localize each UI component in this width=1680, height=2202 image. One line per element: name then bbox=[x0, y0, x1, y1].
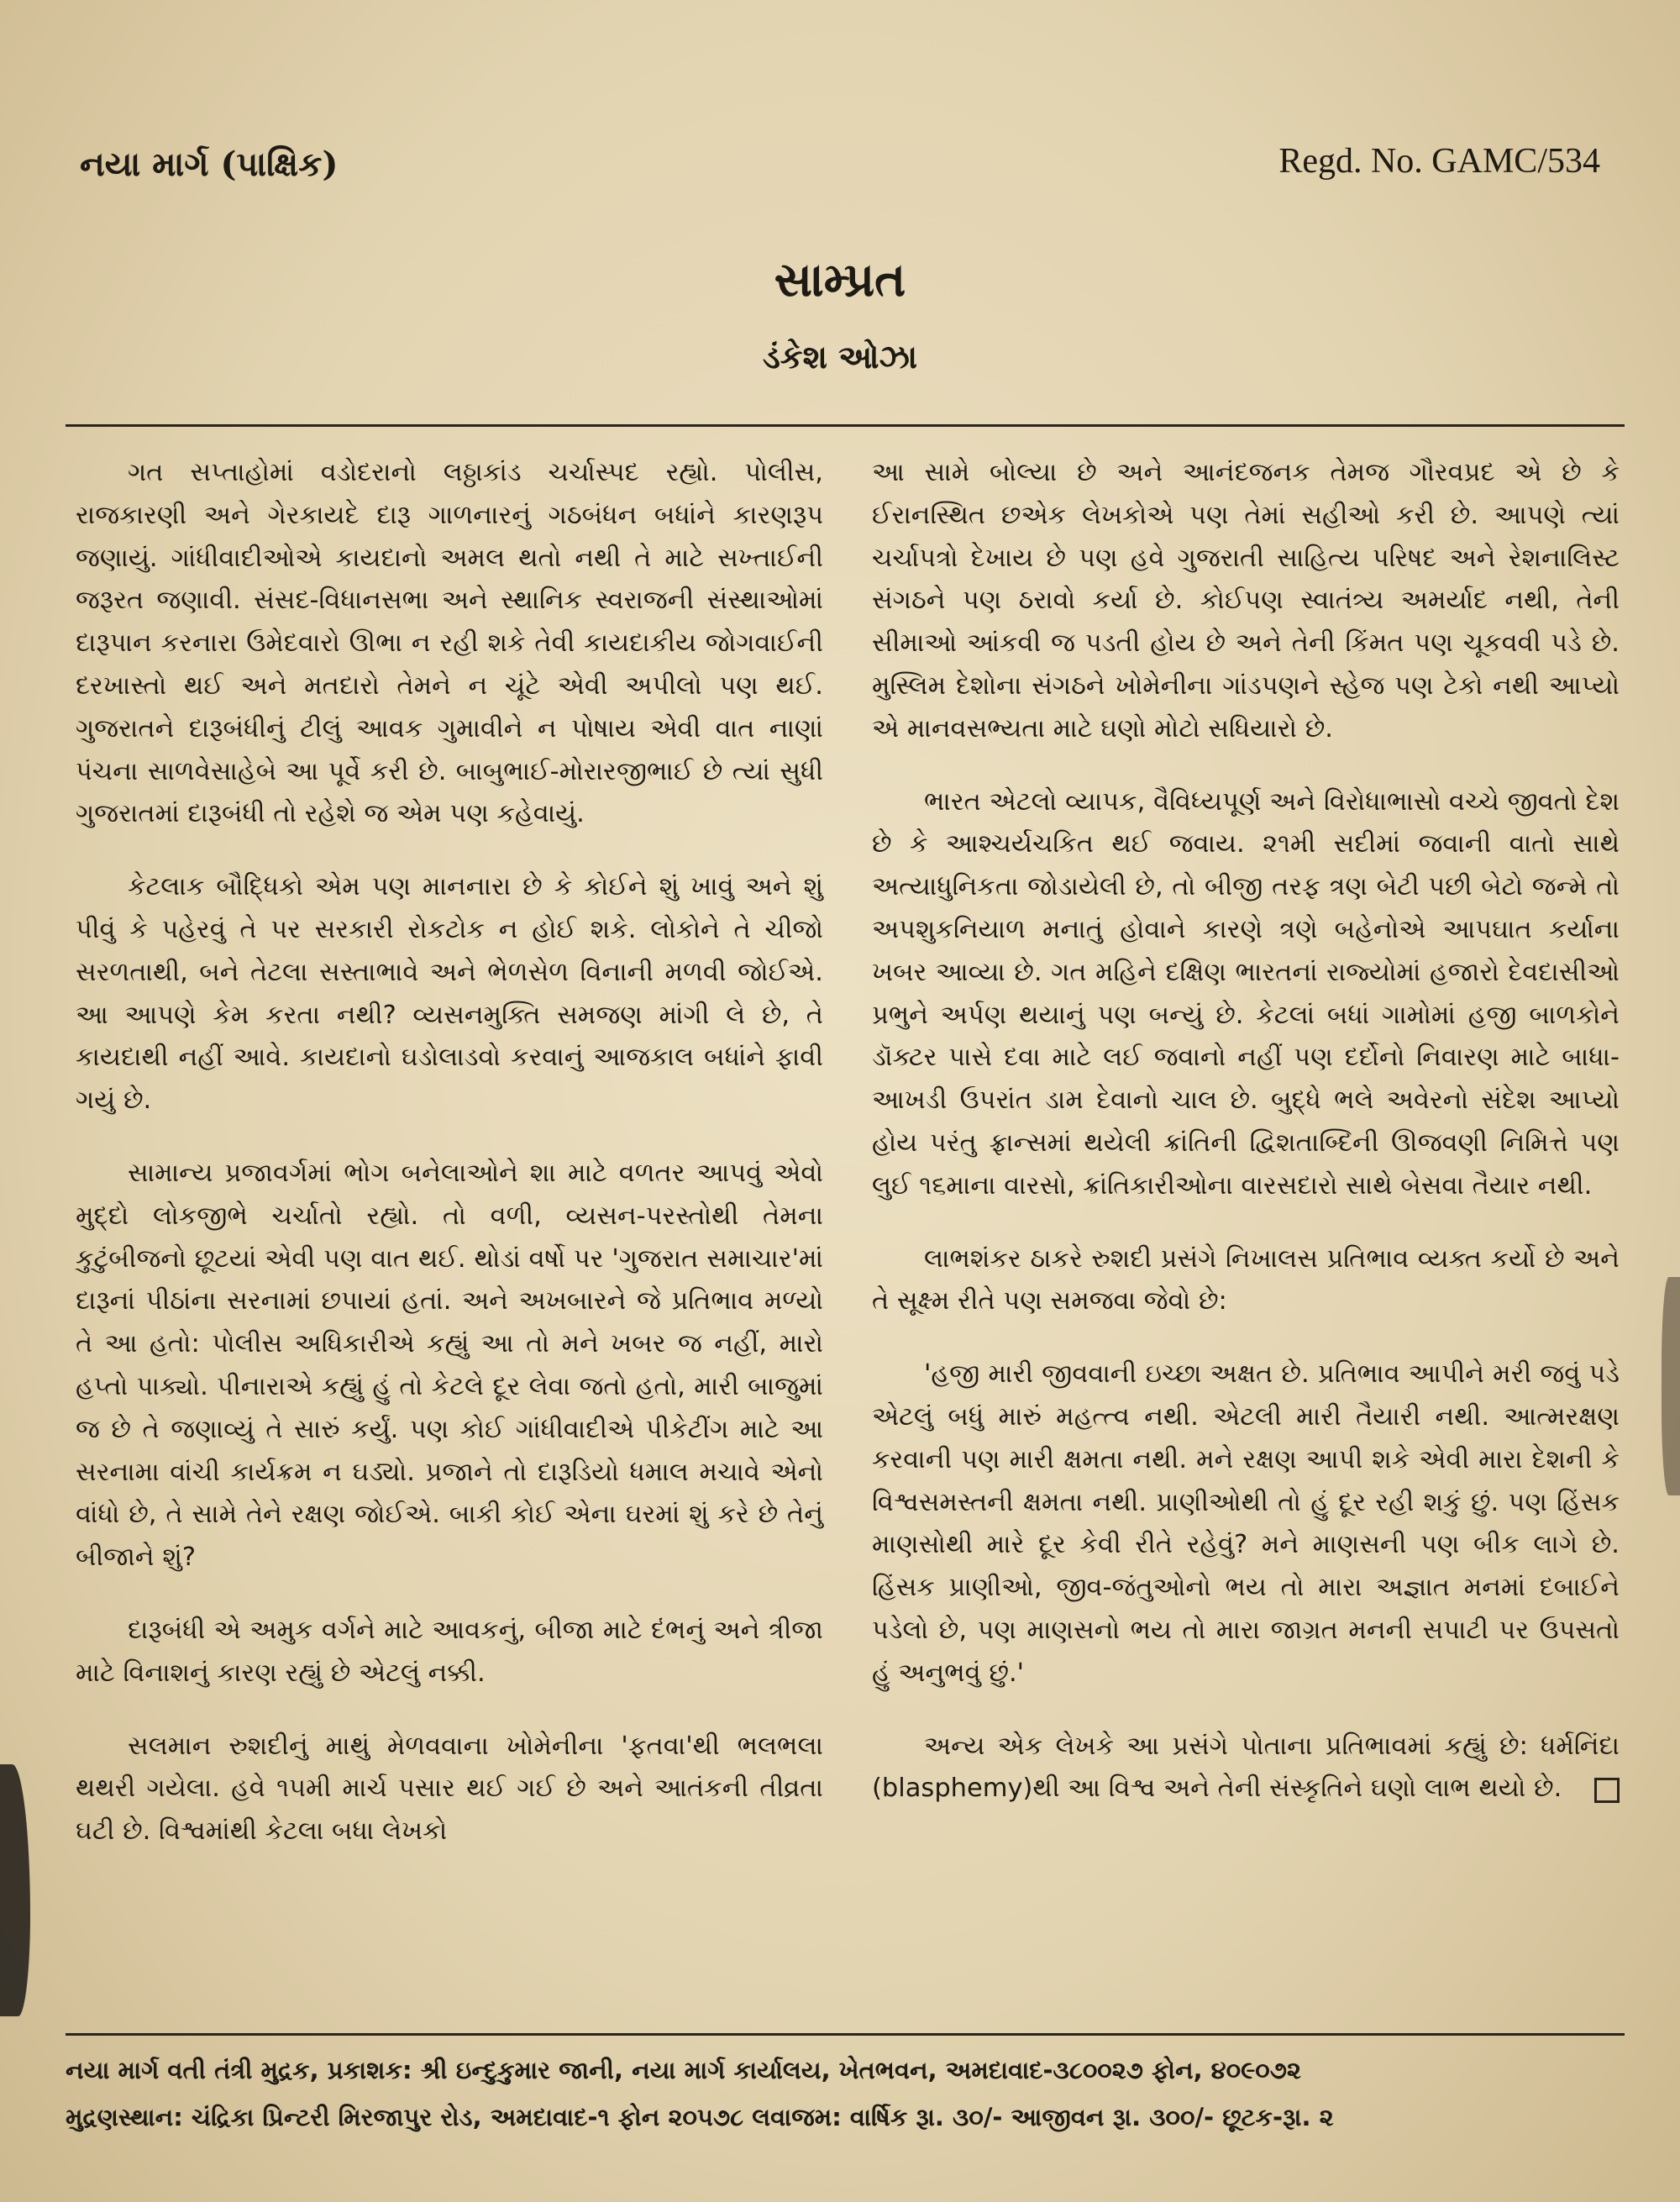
left-column bbox=[76, 452, 823, 1884]
top-divider bbox=[66, 424, 1625, 427]
paragraph: સામાન્ય પ્રજાવર્ગમાં ભોગ બનેલાઓને શા માટે વળતર આપવું એવો મુદ્દો લોકજીભે ચર્ચાતો રહ્યો. તો વળી, વ્યસન-પરસ્તોથી તેમના કુટુંબીજનો છૂટયાં એવી પણ વાત થઈ. થોડાં વર્ષો પર 'ગુજરાત સમાચાર'માં દારૂનાં પીઠાંના સરનામાં છપાયાં હતાં. અને અખબારને જે પ્રતિભાવ મળ્યો તે આ હતો: પોલીસ અધિકારીએ કહ્યું આ તો મને ખબર જ નહીં, મારો હપ્તો પાક્યો. પીનારાએ કહ્યું હું તો કેટલે દૂર લેવા જતો હતો, મારી બાજુમાં જ છે તે જણાવ્યું તે સારું કર્યું. પણ કોઈ ગાંધીવાદીએ પીકેટીંગ માટે આ સરનામા વાંચી કાર્યક્રમ ન ઘડ્યો. પ્રજાને તો દારૂડિયો ધમાલ મચાવે એનો વાંધો છે, તે સામે તેને રક્ષણ જોઈએ. બાકી કોઈ એના ઘરમાં શું કરે છે તેનું બીજાને શું? bbox=[76, 1158, 823, 1573]
end-mark-icon bbox=[1594, 1778, 1620, 1803]
paragraph: સલમાન રુશદીનું માથું મેળવવાના ખોમેનીના 'ફતવા'થી ભલભલા થથરી ગયેલા. હવે ૧૫મી માર્ચ પસાર થઈ ગઈ છે અને આતંકની તીવ્રતા ઘટી છે. વિશ્વમાંથી કેટલા બધા લેખકો bbox=[76, 1731, 823, 1847]
paragraph: ગત સપ્તાહોમાં વડોદરાનો લઠ્ઠાકાંડ ચર્ચાસ્પદ રહ્યો. પોલીસ, રાજકારણી અને ગેરકાયદે દારૂ ગાળનારનું ગઠબંધન બધાંને કારણરૂપ જણાયું. ગાંધીવાદીઓએ કાયદાનો અમલ થતો નથી તે માટે સખ્તાઈની જરૂરત જણાવી. સંસદ-વિધાનસભા અને સ્થાનિક સ્વરાજની સંસ્થાઓમાં દારૂપાન કરનારા ઉમેદવારો ઊભા ન રહી શકે તેવી કાયદાકીય જોગવાઈની દરખાસ્તો થઈ અને મતદારો તેમને ન ચૂંટે એવી અપીલો પણ થઈ. ગુજરાતને દારૂબંધીનું ટીલું આવક ગુમાવીને ન પોષાય એવી વાત નાણાં પંચના સાળવેસાહેબે આ પૂર્વે કરી છે. બાબુભાઈ-મોરારજીભાઈ છે ત્યાં સુધી ગુજરાતમાં દારૂબંધી તો રહેશે જ એમ પણ કહેવાયું. bbox=[76, 458, 823, 829]
paragraph-continued: આ સામે બોલ્યા છે અને આનંદજનક તેમજ ગૌરવપ્રદ એ છે કે ઈરાનસ્થિત છએક લેખકોએ પણ તેમાં સહીઓ કરી છે. આપણે ત્યાં ચર્ચાપત્રો દેખાય છે પણ હવે ગુજરાતી સાહિત્ય પરિષદ અને રેશનાલિસ્ટ સંગઠને પણ ઠરાવો કર્યા છે. કોઈપણ સ્વાતંત્ર્ય અમર્યાદ નથી, તેની સીમાઓ આંકવી જ પડતી હોય છે અને તેની કિંમત પણ ચૂકવવી પડે છે. મુસ્લિમ દેશોના સંગઠને ખોમેનીના ગાંડપણને સ્હેજ પણ ટેકો નથી આપ્યો એ માનવસભ્યતા માટે ઘણો મોટો સધિયારો છે. bbox=[872, 458, 1620, 744]
paragraph: ભારત એટલો વ્યાપક, વૈવિધ્યપૂર્ણ અને વિરોધાભાસો વચ્ચે જીવતો દેશ છે કે આશ્ચર્યચકિત થઈ જવાય. ૨૧મી સદીમાં જવાની વાતો સાથે અત્યાધુનિકતા જોડાયેલી છે, તો બીજી તરફ ત્રણ બેટી પછી બેટો જન્મે તો અપશુકનિયાળ મનાતું હોવાને કારણે ત્રણે બહેનોએ આપઘાત કર્યાના ખબર આવ્યા છે. ગત મહિને દક્ષિણ ભારતનાં રાજ્યોમાં હજારો દેવદાસીઓ પ્રભુને અર્પણ થયાનું પણ બન્યું છે. કેટલાં બધાં ગામોમાં હજી બાળકોને ડૉક્ટર પાસે દવા માટે લઈ જવાનો નહીં પણ દર્દોનો નિવારણ માટે બાધા-આખડી ઉપરાંત ડામ દેવાનો ચાલ છે. બુદ્ધે ભલે અવેરનો સંદેશ આપ્યો હોય પરંતુ ફ્રાન્સમાં થયેલી ક્રાંતિની દ્વિશતાબ્દિની ઊજવણી નિમિત્તે પણ લુઈ ૧૬માના વારસો, ક્રાંતિકારીઓના વારસદારો સાથે બેસવા તૈયાર નથી. bbox=[872, 786, 1620, 1201]
paragraph: દારૂબંધી એ અમુક વર્ગને માટે આવકનું, બીજા માટે દંભનું અને ત્રીજા માટે વિનાશનું કારણ રહ્યું છે એટલું નક્કી. bbox=[76, 1615, 823, 1688]
article-author: ડંકેશ ઓઝા bbox=[762, 338, 918, 376]
paragraph: લાભશંકર ઠાકરે રુશદી પ્રસંગે નિખાલસ પ્રતિભાવ વ્યક્ત કર્યો છે અને તે સૂક્ષ્મ રીતે પણ સમજવા જેવો છે: bbox=[872, 1243, 1620, 1316]
right-column bbox=[872, 452, 1620, 1841]
article-title: સામ્પ્રત bbox=[774, 252, 906, 307]
footer-printer-line: મુદ્રણસ્થાન: ચંદ્રિકા પ્રિન્ટરી મિરજાપુર રોડ, અમદાવાદ-૧ ફોન ૨૦૫૭૮ લવાજમ: વાર્ષિક રૂા. ૩૦/- આજીવન રૂા. ૩૦૦/- છૂટક-રૂા. ૨ bbox=[66, 2103, 1334, 2131]
paragraph: કેટલાક બૌદ્ધિકો એમ પણ માનનારા છે કે કોઈને શું ખાવું અને શું પીવું કે પહેરવું તે પર સરકારી રોકટોક ન હોઈ શકે. લોકોને તે ચીજો સરળતાથી, બને તેટલા સસ્તાભાવે અને ભેળસેળ વિનાની મળવી જોઈએ. આ આપણે કેમ કરતા નથી? વ્યસનમુક્તિ સમજણ માંગી લે છે, તે કાયદાથી નહીં આવે. કાયદાનો ઘડોલાડવો કરવાનું આજકાલ બધાંને ફાવી ગયું છે. bbox=[76, 872, 823, 1116]
page-edge-stain bbox=[1662, 1277, 1680, 1495]
closing-paragraph-text: અન્ય એક લેખકે આ પ્રસંગે પોતાના પ્રતિભાવમાં કહ્યું છે: ધર્મનિંદા (blasphemy)થી આ વિશ્વ અને તેની સંસ્કૃતિને ઘણો લાભ થયો છે. bbox=[872, 1731, 1620, 1804]
page-edge-stain bbox=[0, 1764, 30, 2016]
footer-publisher-line: નયા માર્ગ વતી તંત્રી મુદ્રક, પ્રકાશક: શ્રી ઇન્દુકુમાર જાની, નયા માર્ગ કાર્યાલય, ખેતભવન, અમદાવાદ-૩૮૦૦૨૭ ફોન, ૪૦૯૦૭૨ bbox=[66, 2056, 1301, 2084]
registration-number: Regd. No. GAMC/534 bbox=[1278, 142, 1600, 181]
imprint-footer bbox=[66, 2047, 1625, 2141]
quotation: 'હજી મારી જીવવાની ઇચ્છા અક્ષત છે. પ્રતિભાવ આપીને મરી જવું પડે એટલું બધું મારું મહત્ત્વ નથી. એટલી મારી તૈયારી નથી. આત્મરક્ષણ કરવાની પણ મારી ક્ષમતા નથી. મને રક્ષણ આપી શકે એવી મારા દેશની કે વિશ્વસમસ્તની ક્ષમતા નથી. પ્રાણીઓથી તો હું દૂર રહી શકું છું. પણ હિંસક માણસોથી મારે દૂર કેવી રીતે રહેવું? મને માણસની પણ બીક લાગે છે. હિંસક પ્રાણીઓ, જીવ-જંતુઓનો ભય તો મારા અજ્ઞાત મનમાં દબાઈને પડેલો છે, પણ માણસનો ભય તો મારા જાગ્રત મનની સપાટી પર ઉપસતો હું અનુભવું છું.' bbox=[872, 1359, 1620, 1688]
paragraph bbox=[872, 1726, 1620, 1811]
publication-name: નયા માર્ગ (પાક્ષિક) bbox=[80, 145, 339, 184]
bottom-divider bbox=[66, 2033, 1625, 2036]
